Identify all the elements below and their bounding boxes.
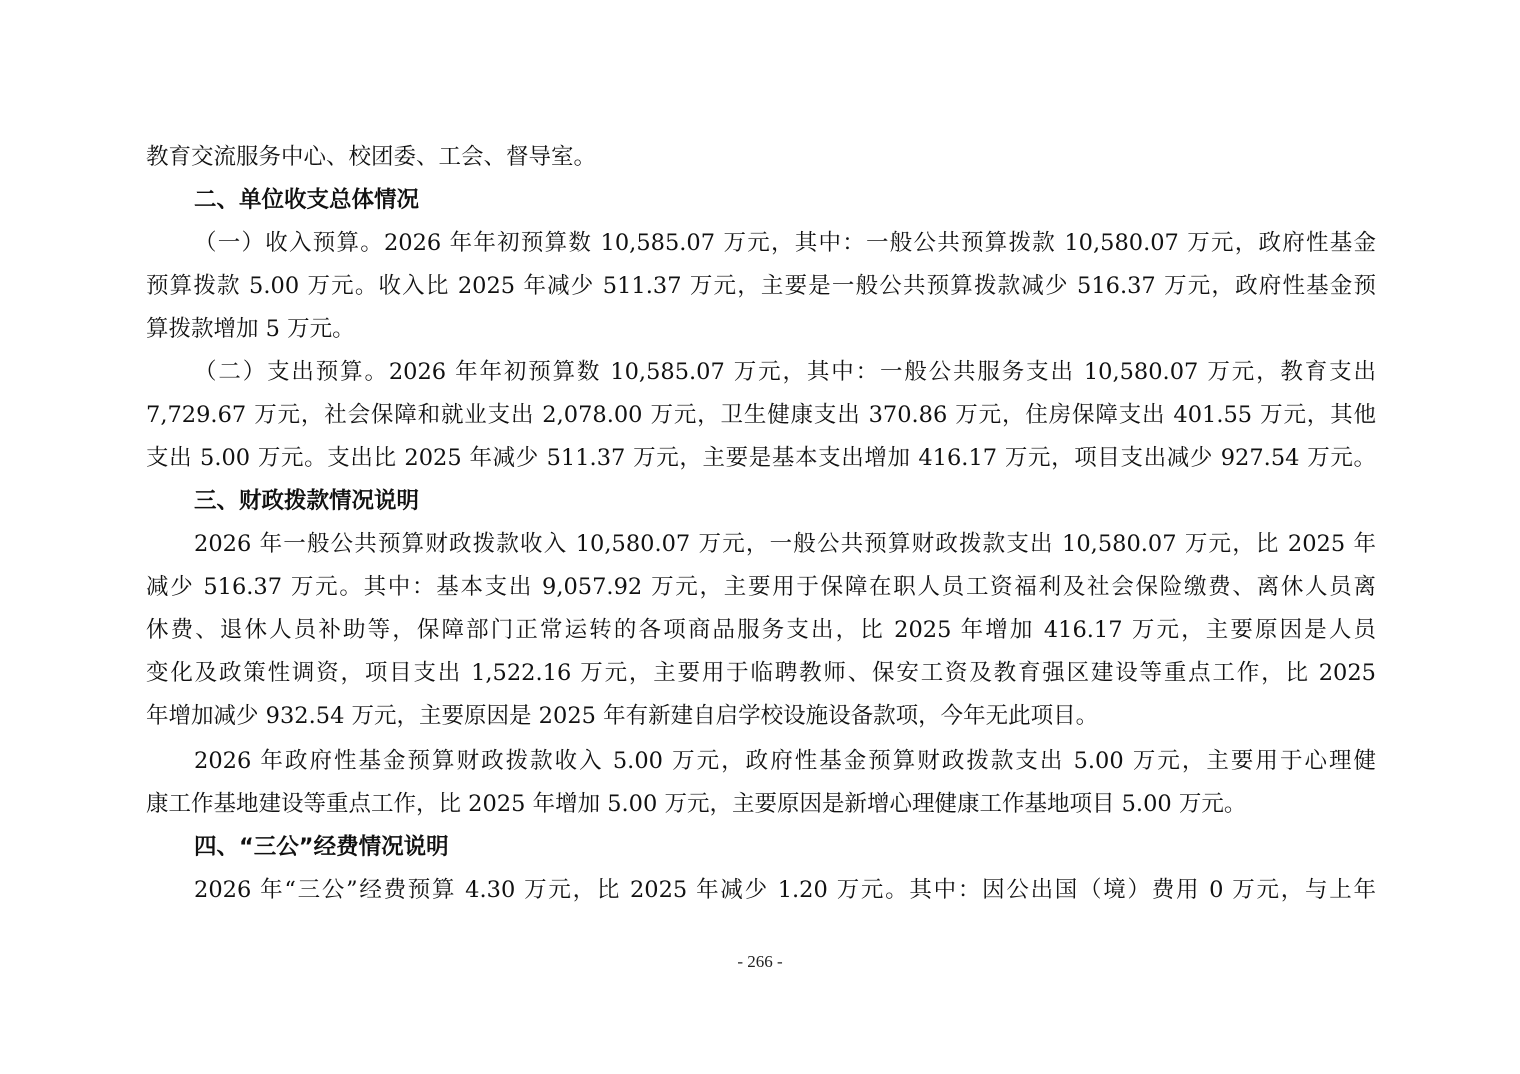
section-heading: 二、单位收支总体情况 [194,187,420,213]
section-heading: 三、财政拨款情况说明 [194,488,420,514]
paragraph-line: （二）支出预算。2026 年年初预算数 10,585.07 万元，其中：一般公共服务支出 10,580.07 万元，教育支出 [194,359,1376,385]
paragraph-line: 7,729.67 万元，社会保障和就业支出 2,078.00 万元，卫生健康支出 370.86 万元，住房保障支出 401.55 万元，其他 [146,402,1376,428]
paragraph-line: 2026 年政府性基金预算财政拨款收入 5.00 万元，政府性基金预算财政拨款支出 5.00 万元，主要用于心理健 [194,748,1376,774]
paragraph-line: 支出 5.00 万元。支出比 2025 年减少 511.37 万元，主要是基本支出增加 416.17 万元，项目支出减少 927.54 万元。 [146,445,1376,471]
paragraph-line: 康工作基地建设等重点工作，比 2025 年增加 5.00 万元，主要原因是新增心理健康工作基地项目 5.00 万元。 [146,791,1247,817]
paragraph-line: 变化及政策性调资，项目支出 1,522.16 万元，主要用于临聘教师、保安工资及教育强区建设等重点工作，比 2025 [146,660,1376,686]
paragraph-line: 减少 516.37 万元。其中：基本支出 9,057.92 万元，主要用于保障在职人员工资福利及社会保险缴费、离休人员离 [146,574,1376,600]
paragraph-line: 2026 年“三公”经费预算 4.30 万元，比 2025 年减少 1.20 万元。其中：因公出国（境）费用 0 万元，与上年 [194,877,1376,903]
paragraph-line: （一）收入预算。2026 年年初预算数 10,585.07 万元，其中：一般公共预算拨款 10,580.07 万元，政府性基金 [194,230,1376,256]
page-number: - 266 - [737,952,783,971]
paragraph-line: 休费、退休人员补助等，保障部门正常运转的各项商品服务支出，比 2025 年增加 416.17 万元，主要原因是人员 [146,617,1376,643]
paragraph-line: 教育交流服务中心、校团委、工会、督导室。 [146,144,597,170]
paragraph-line: 年增加减少 932.54 万元，主要原因是 2025 年有新建自启学校设施设备款项，今年无此项目。 [146,703,1099,729]
paragraph-line: 2026 年一般公共预算财政拨款收入 10,580.07 万元，一般公共预算财政拨款支出 10,580.07 万元，比 2025 年 [194,531,1376,557]
paragraph-line: 算拨款增加 5 万元。 [146,316,355,342]
section-heading: 四、“三公”经费情况说明 [194,834,449,860]
paragraph-line: 预算拨款 5.00 万元。收入比 2025 年减少 511.37 万元，主要是一般公共预算拨款减少 516.37 万元，政府性基金预 [146,273,1376,299]
